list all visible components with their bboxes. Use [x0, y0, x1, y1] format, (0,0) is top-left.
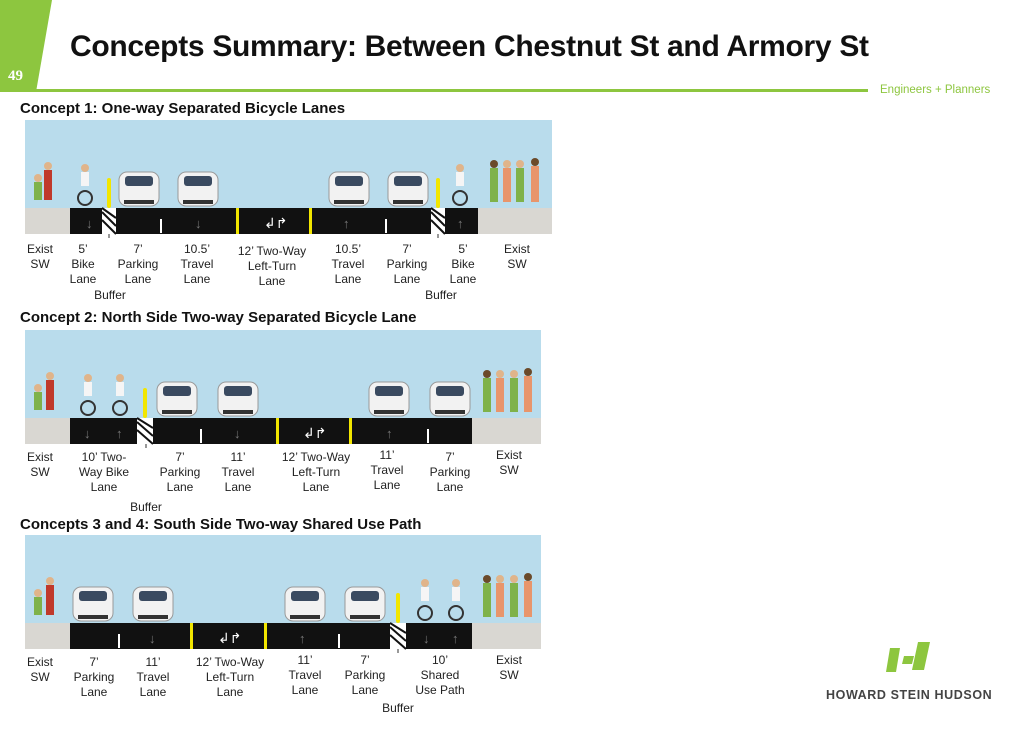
arrow-down-icon: ↓	[149, 631, 156, 646]
car-icon	[345, 587, 385, 621]
car-icon	[178, 172, 218, 206]
car-icon	[430, 382, 470, 416]
arrow-up-icon: ↑	[457, 216, 464, 231]
company-logo-icon	[886, 642, 936, 676]
label-exist-sw: Exist SW	[495, 448, 522, 477]
center-stripe	[190, 623, 193, 649]
car-icon	[218, 382, 258, 416]
label-exist-sw: Exist SW	[26, 450, 53, 479]
label-parking-lane: 7’ Parking Lane	[344, 653, 386, 697]
buffer-hatch	[431, 208, 445, 234]
arrow-up-icon: ↑	[299, 631, 306, 646]
label-parking-lane: 7’ Parking Lane	[386, 242, 428, 286]
label-turn-lane: 12’ Two-Way Left-Turn Lane	[195, 655, 265, 699]
concept-2-cross-section	[0, 330, 560, 448]
concept-2-title: Concept 2: North Side Two-way Separated Bicycle Lane	[20, 309, 417, 326]
label-travel-lane: 11’ Travel Lane	[136, 655, 170, 699]
page-number: 49	[8, 68, 23, 84]
concept-2-section	[0, 330, 1024, 530]
sidewalk-left	[25, 418, 70, 444]
sidewalk-right	[472, 623, 541, 649]
car-icon	[119, 172, 159, 206]
concept-3-title: Concepts 3 and 4: South Side Two-way Shared Use Path	[20, 516, 422, 533]
sidewalk-left	[25, 623, 70, 649]
label-travel-lane: 11’ Travel Lane	[288, 653, 322, 697]
arrow-down-icon: ↓	[234, 426, 241, 441]
tagline: Engineers + Planners	[880, 84, 991, 96]
label-exist-sw: Exist SW	[26, 242, 53, 271]
car-icon	[133, 587, 173, 621]
buffer-hatch	[390, 623, 406, 649]
car-icon	[285, 587, 325, 621]
flex-post-icon	[107, 178, 111, 208]
car-icon	[73, 587, 113, 621]
arrow-up-icon: ↑	[386, 426, 393, 441]
label-buffer: Buffer	[94, 288, 126, 302]
arrow-up-icon: ↑	[116, 426, 123, 441]
label-parking-lane: 7’ Parking Lane	[429, 450, 471, 494]
two-way-turn-arrow-icon: ↲↱	[303, 425, 327, 441]
center-stripe	[276, 418, 279, 444]
arrow-down-icon: ↓	[86, 216, 93, 231]
company-name: HOWARD STEIN HUDSON	[826, 688, 993, 702]
label-travel-lane: 10.5’ Travel Lane	[331, 242, 365, 286]
buffer-hatch	[102, 208, 116, 234]
two-way-turn-arrow-icon: ↲↱	[264, 215, 288, 231]
flex-post-icon	[436, 178, 440, 208]
center-stripe	[264, 623, 267, 649]
label-exist-sw: Exist SW	[26, 655, 53, 684]
page-title: Concepts Summary: Between Chestnut St and Armory St	[70, 30, 869, 63]
header-rule	[0, 89, 868, 92]
label-parking-lane: 7’ Parking Lane	[73, 655, 115, 699]
label-turn-lane: 12’ Two-Way Left-Turn Lane	[237, 244, 307, 288]
roadway	[70, 623, 472, 649]
label-parking-lane: 7’ Parking Lane	[159, 450, 201, 494]
arrow-down-icon: ↓	[423, 631, 430, 646]
concept-1-cross-section	[0, 120, 560, 238]
concept-1-title: Concept 1: One-way Separated Bicycle Lanes	[20, 100, 346, 117]
car-icon	[369, 382, 409, 416]
sidewalk-right	[478, 208, 552, 234]
label-exist-sw: Exist SW	[495, 653, 522, 682]
roadway	[70, 418, 472, 444]
buffer-hatch	[137, 418, 153, 444]
concept-3-cross-section	[0, 535, 560, 653]
lane-line	[427, 429, 429, 443]
concept-1-section	[0, 120, 1024, 320]
flex-post-icon	[143, 388, 147, 418]
label-buffer: Buffer	[425, 288, 457, 302]
lane-line	[338, 634, 340, 648]
label-bike-lane: 5’ Bike Lane	[69, 242, 97, 286]
sidewalk-right	[472, 418, 541, 444]
concept-3-section	[0, 535, 1024, 735]
lane-line	[160, 219, 162, 233]
label-two-way-bike-lane: 10’ Two- Way Bike Lane	[78, 450, 130, 494]
car-icon	[388, 172, 428, 206]
label-travel-lane: 11’ Travel Lane	[370, 448, 404, 492]
label-buffer: Buffer	[130, 500, 162, 514]
center-stripe	[349, 418, 352, 444]
label-bike-lane: 5’ Bike Lane	[449, 242, 477, 286]
arrow-up-icon: ↑	[452, 631, 459, 646]
center-stripe	[236, 208, 239, 234]
label-shared-use-path: 10’ Shared Use Path	[415, 653, 465, 697]
label-exist-sw: Exist SW	[503, 242, 530, 271]
lane-line	[200, 429, 202, 443]
label-buffer: Buffer	[382, 701, 414, 715]
arrow-down-icon: ↓	[84, 426, 91, 441]
sidewalk-left	[25, 208, 70, 234]
two-way-turn-arrow-icon: ↲↱	[218, 630, 242, 646]
center-stripe	[309, 208, 312, 234]
car-icon	[329, 172, 369, 206]
label-parking-lane: 7’ Parking Lane	[117, 242, 159, 286]
label-travel-lane: 11’ Travel Lane	[221, 450, 255, 494]
arrow-down-icon: ↓	[195, 216, 202, 231]
label-travel-lane: 10.5’ Travel Lane	[180, 242, 214, 286]
lane-line	[385, 219, 387, 233]
flex-post-icon	[396, 593, 400, 623]
lane-line	[118, 634, 120, 648]
car-icon	[157, 382, 197, 416]
arrow-up-icon: ↑	[343, 216, 350, 231]
sky-background	[25, 120, 552, 208]
label-turn-lane: 12’ Two-Way Left-Turn Lane	[281, 450, 351, 494]
